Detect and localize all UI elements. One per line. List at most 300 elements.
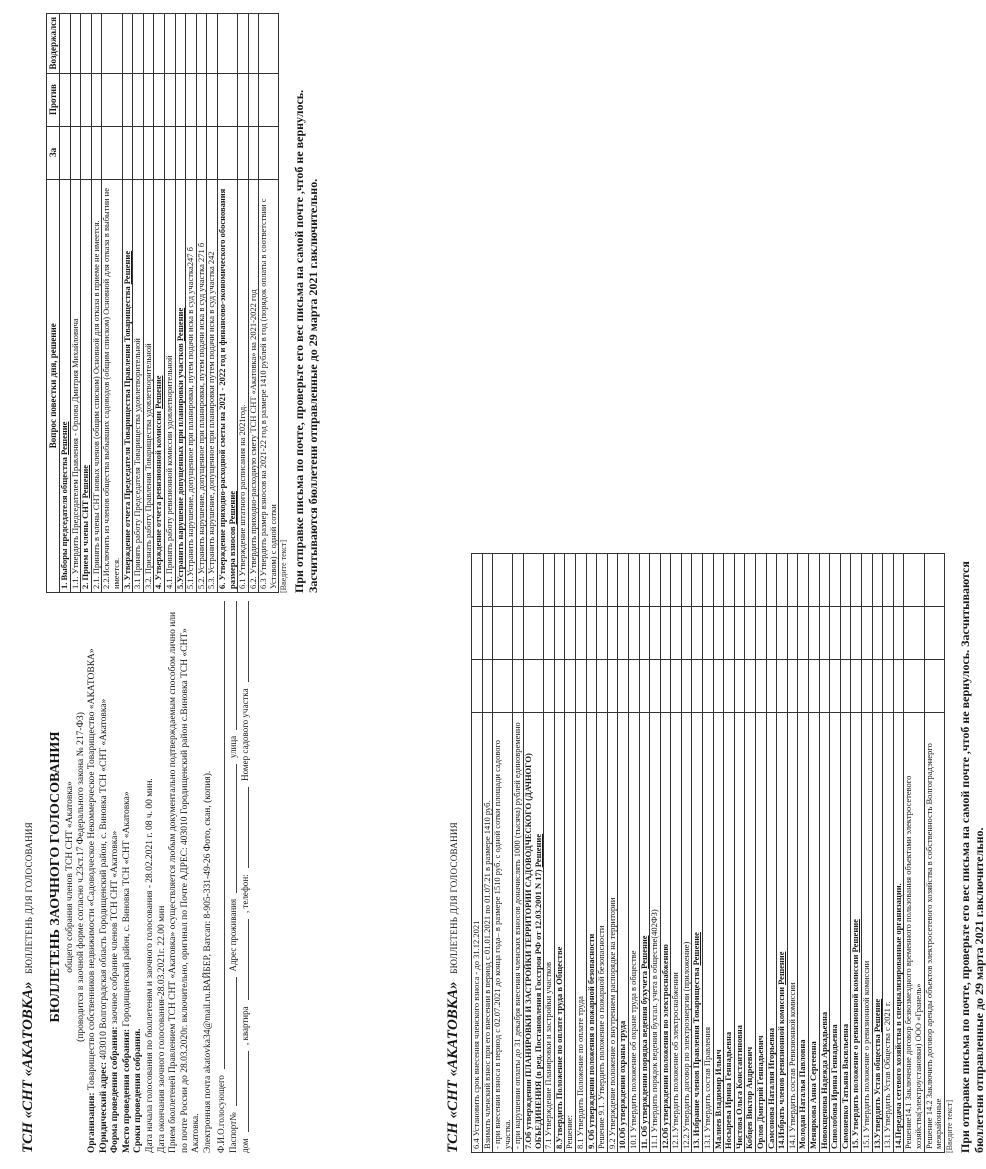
vote-cell-abstain[interactable] <box>523 554 543 607</box>
vote-cell-abstain[interactable] <box>692 554 703 607</box>
question-label: Решение: <box>564 1115 575 1149</box>
meta-line <box>133 601 145 1153</box>
question-row <box>472 554 483 1153</box>
vote-cell-against[interactable] <box>681 607 692 660</box>
vote-cell-against[interactable] <box>60 73 71 126</box>
meta-line <box>99 601 111 1153</box>
question-row <box>660 554 671 1153</box>
vote-cell-for[interactable] <box>924 660 944 713</box>
vote-cell-for[interactable] <box>639 660 650 713</box>
vote-cell-for[interactable] <box>872 660 883 713</box>
question-label: 11.1 Утвердить порядок ведения бухгал. учета в обществе(402ФЗ) <box>649 909 660 1149</box>
meta-line <box>203 601 215 1153</box>
vote-cell-against[interactable] <box>238 73 249 126</box>
col-against: Против <box>47 73 60 126</box>
question-label: 8.Утвердить Положение по оплате труда в Обществе <box>553 946 564 1149</box>
vote-cell-against[interactable] <box>122 73 133 126</box>
vote-cell-against[interactable] <box>883 607 894 660</box>
address-label: Адрес проживания <box>227 898 238 972</box>
vote-cell-abstain[interactable] <box>81 14 92 74</box>
question-text <box>671 713 682 1153</box>
meta-text: Прием бюллетеней Правлением ТСН СНТ «Акатовка» осуществляется любым документально подтверждаемым способом лично или по почте России до 28.03.2020г. включительно, оригинал по Почте АДРЕС: 403010 Городищенский район с.Виновка ТСН «СНТ» Акатовка. <box>168 611 202 1153</box>
vote-cell-against[interactable] <box>143 73 154 126</box>
vote-cell-for[interactable] <box>259 126 279 179</box>
vote-cell-against[interactable] <box>207 73 218 126</box>
question-text <box>238 179 249 592</box>
question-row <box>196 14 207 593</box>
question-label: 6.2. Утвердить приходно-расходную смету ТСН СНТ «Акатовка» на 2021-2022 год <box>247 289 258 589</box>
question-label: 2.1. Принять в члены СНТ новых членов (общим списком) Основной для отказа в приеме не имеется. <box>90 220 101 589</box>
vote-cell-abstain[interactable] <box>628 554 639 607</box>
vote-cell-for[interactable] <box>597 660 608 713</box>
vote-cell-against[interactable] <box>872 607 883 660</box>
question-text <box>830 713 841 1153</box>
vote-cell-against[interactable] <box>692 607 703 660</box>
vote-cell-abstain[interactable] <box>777 554 788 607</box>
vote-cell-abstain[interactable] <box>143 14 154 74</box>
vote-cell-against[interactable] <box>840 607 851 660</box>
vote-cell-for[interactable] <box>154 126 165 179</box>
vote-cell-abstain[interactable] <box>248 14 259 74</box>
decision-label: Решение <box>638 935 649 969</box>
meta-line <box>168 601 203 1153</box>
vote-cell-for[interactable] <box>904 660 924 713</box>
vote-cell-abstain[interactable] <box>513 554 524 607</box>
vote-cell-abstain[interactable] <box>60 14 71 74</box>
vote-cell-abstain[interactable] <box>607 554 618 607</box>
question-label: Носырева Ирина Геннадьевна <box>723 1031 734 1149</box>
vote-cell-against[interactable] <box>91 73 102 126</box>
vote-cell-against[interactable] <box>186 73 197 126</box>
vote-cell-against[interactable] <box>819 607 830 660</box>
question-row <box>70 14 81 593</box>
question-text <box>787 713 798 1153</box>
question-label: Спиолобова Ирина Геннадьевна <box>829 1024 840 1149</box>
vote-cell-against[interactable] <box>713 607 724 660</box>
question-row <box>102 14 122 593</box>
vote-cell-abstain[interactable] <box>745 554 756 607</box>
vote-cell-for[interactable] <box>544 660 555 713</box>
vote-cell-abstain[interactable] <box>154 14 165 74</box>
vote-cell-for[interactable] <box>798 660 809 713</box>
question-label: 12.2.Утвердить договор по электроэнергии (приложение) <box>680 941 691 1149</box>
question-row <box>259 14 279 593</box>
vote-cell-for[interactable] <box>70 126 81 179</box>
vote-cell-abstain[interactable] <box>766 554 777 607</box>
question-label: Кобцев Виктор Андреевич <box>744 1046 755 1149</box>
question-text <box>766 713 777 1153</box>
vote-cell-against[interactable] <box>70 73 81 126</box>
vote-cell-abstain[interactable] <box>883 554 894 607</box>
header-small: БЮЛЛЕТЕНЬ ДЛЯ ГОЛОСОВАНИЯ <box>24 822 34 974</box>
vote-cell-abstain[interactable] <box>565 554 576 607</box>
vote-cell-abstain[interactable] <box>586 554 597 607</box>
vote-cell-against[interactable] <box>586 607 597 660</box>
question-row <box>544 554 555 1153</box>
vote-cell-abstain[interactable] <box>809 554 820 607</box>
vote-cell-abstain[interactable] <box>207 14 218 74</box>
vote-cell-abstain[interactable] <box>734 554 745 607</box>
vote-cell-for[interactable] <box>745 660 756 713</box>
question-text <box>102 179 122 592</box>
vote-cell-abstain[interactable] <box>597 554 608 607</box>
vote-cell-against[interactable] <box>787 607 798 660</box>
question-row <box>713 554 724 1153</box>
question-row <box>819 554 830 1153</box>
question-row <box>493 554 513 1153</box>
question-row <box>60 14 71 593</box>
vote-cell-for[interactable] <box>575 660 586 713</box>
vote-cell-against[interactable] <box>565 607 576 660</box>
meta-label: Юридический адрес: <box>98 1062 109 1153</box>
vote-cell-against[interactable] <box>513 607 524 660</box>
vote-cell-abstain[interactable] <box>893 554 904 607</box>
vote-cell-abstain[interactable] <box>660 554 671 607</box>
question-label: 15. Утвердить положение о ревизионной комиссии <box>850 954 861 1149</box>
vote-cell-abstain[interactable] <box>482 554 493 607</box>
vote-cell-abstain[interactable] <box>618 554 629 607</box>
vote-cell-against[interactable] <box>628 607 639 660</box>
question-label: 14.Передача сетевого хозяйства в специализированные организации. <box>892 883 903 1149</box>
question-row <box>186 14 197 593</box>
vote-cell-for[interactable] <box>830 660 841 713</box>
vote-cell-against[interactable] <box>102 73 122 126</box>
vote-cell-for[interactable] <box>861 660 872 713</box>
vote-cell-against[interactable] <box>724 607 735 660</box>
vote-cell-for[interactable] <box>196 126 207 179</box>
vote-cell-against[interactable] <box>639 607 650 660</box>
vote-cell-against[interactable] <box>671 607 682 660</box>
question-text <box>756 713 767 1153</box>
question-label: Решение 9.1. Утвердить положение о пожарной безопасности <box>596 925 607 1149</box>
vote-cell-abstain[interactable] <box>713 554 724 607</box>
question-row <box>628 554 639 1153</box>
decision-label: Решение <box>121 250 132 285</box>
vote-cell-abstain[interactable] <box>575 554 586 607</box>
vote-cell-abstain[interactable] <box>851 554 862 607</box>
vote-cell-against[interactable] <box>809 607 820 660</box>
vote-cell-against[interactable] <box>893 607 904 660</box>
question-label: 13.Утвердить Устав общества <box>871 1034 882 1149</box>
vote-cell-for[interactable] <box>650 660 661 713</box>
question-label: 4.1. Принять работу ревизионной комиссии удовлетворительной <box>163 355 174 589</box>
vote-cell-abstain[interactable] <box>186 14 197 74</box>
decision-label: Решение <box>226 491 237 525</box>
question-row <box>607 554 618 1153</box>
vote-cell-abstain[interactable] <box>238 14 249 74</box>
vote-cell-against[interactable] <box>798 607 809 660</box>
vote-cell-for[interactable] <box>217 126 237 179</box>
question-text <box>819 713 830 1153</box>
vote-cell-for[interactable] <box>207 126 218 179</box>
question-text <box>217 179 237 592</box>
question-row <box>154 14 165 593</box>
meta-line <box>122 601 134 1153</box>
vote-cell-for[interactable] <box>586 660 597 713</box>
vote-cell-for[interactable] <box>122 126 133 179</box>
question-label: 10.Об утверждении охраны труда <box>617 1020 628 1149</box>
vote-cell-for[interactable] <box>60 126 71 179</box>
vote-cell-abstain[interactable] <box>787 554 798 607</box>
vote-cell-for[interactable] <box>766 660 777 713</box>
question-label: 13.1 Утвердить Устав Общества с 2021 г. <box>882 1001 893 1149</box>
decision-label: Решение <box>691 932 702 966</box>
vote-cell-abstain[interactable] <box>133 14 144 74</box>
question-text <box>259 179 279 592</box>
question-row <box>164 14 175 593</box>
question-label: 6.3 Утвердить размер взносов на 2021-22 год в размере 1410 рублей в год (порядок оплаты в соответствии с Уставом) с одной сотки <box>258 198 278 589</box>
vote-cell-against[interactable] <box>904 607 924 660</box>
vote-cell-for[interactable] <box>883 660 894 713</box>
ballot-subtitle: общего собрания членов ТСН СНТ «Акатовка» <box>65 781 75 973</box>
vote-cell-abstain[interactable] <box>196 14 207 74</box>
vote-cell-against[interactable] <box>734 607 745 660</box>
question-text <box>618 713 629 1153</box>
question-text <box>207 179 218 592</box>
question-row <box>692 554 703 1153</box>
vote-cell-for[interactable] <box>523 660 543 713</box>
vote-cell-abstain[interactable] <box>681 554 692 607</box>
question-row <box>586 554 597 1153</box>
vote-cell-against[interactable] <box>259 73 279 126</box>
vote-cell-against[interactable] <box>81 73 92 126</box>
question-label: Чистова Ольга Константиновна <box>733 1025 744 1149</box>
vote-cell-abstain[interactable] <box>91 14 102 74</box>
vote-cell-abstain[interactable] <box>924 554 944 607</box>
vote-cell-for[interactable] <box>81 126 92 179</box>
question-row <box>787 554 798 1153</box>
question-label: 7.Об утверждении ПЛАНИРОВКИ И ЗАСТРОЙКИ ТЕРРИТОРИИ САДОВОДЧЕСКОГО (ДАЧНОГО) ОБЪЕДИНЕНИЯ (в ред. Постановления Госстроя РФ от 12.03.2001 N 17) <box>522 753 543 1149</box>
vote-cell-for[interactable] <box>809 660 820 713</box>
vote-cell-abstain[interactable] <box>819 554 830 607</box>
question-row <box>482 554 493 1153</box>
vote-cell-against[interactable] <box>544 607 555 660</box>
vote-cell-against[interactable] <box>523 607 543 660</box>
vote-cell-against[interactable] <box>196 73 207 126</box>
question-row <box>703 554 714 1153</box>
vote-cell-against[interactable] <box>175 73 186 126</box>
question-label: Самсонова Наталия Игорьевна <box>765 1028 776 1149</box>
vote-cell-abstain[interactable] <box>703 554 714 607</box>
vote-cell-for[interactable] <box>164 126 175 179</box>
question-text <box>81 179 92 592</box>
question-label: Взимать членский взнос при его внесении в период с 01.01.2021 по 01.07.21 в размере 1410 руб. <box>481 800 492 1149</box>
vote-cell-for[interactable] <box>671 660 682 713</box>
vote-cell-against[interactable] <box>217 73 237 126</box>
vote-cell-against[interactable] <box>164 73 175 126</box>
vote-cell-for[interactable] <box>660 660 671 713</box>
vote-cell-for[interactable] <box>91 126 102 179</box>
vote-cell-abstain[interactable] <box>671 554 682 607</box>
question-text <box>660 713 671 1153</box>
question-label: Новокщенова Надежда Аркадьевна <box>818 1011 829 1149</box>
vote-cell-abstain[interactable] <box>102 14 122 74</box>
question-text <box>565 713 576 1153</box>
question-text <box>472 713 483 1153</box>
vote-cell-abstain[interactable] <box>493 554 513 607</box>
vote-cell-abstain[interactable] <box>724 554 735 607</box>
vote-cell-for[interactable] <box>713 660 724 713</box>
question-row <box>122 14 133 593</box>
vote-cell-for[interactable] <box>248 126 259 179</box>
vote-cell-for[interactable] <box>493 660 513 713</box>
house-line <box>239 601 251 1153</box>
vote-cell-for[interactable] <box>482 660 493 713</box>
vote-cell-against[interactable] <box>830 607 841 660</box>
question-row <box>207 14 218 593</box>
question-text <box>724 713 735 1153</box>
vote-cell-for[interactable] <box>607 660 618 713</box>
placeholder-note: [Введите текст] <box>279 539 289 593</box>
question-text <box>544 713 555 1153</box>
vote-cell-against[interactable] <box>861 607 872 660</box>
vote-cell-against[interactable] <box>575 607 586 660</box>
question-text <box>872 713 883 1153</box>
vote-cell-abstain[interactable] <box>544 554 555 607</box>
vote-cell-abstain[interactable] <box>830 554 841 607</box>
question-text <box>893 713 904 1153</box>
street-label: улица <box>227 735 238 759</box>
vote-cell-for[interactable] <box>628 660 639 713</box>
question-text <box>143 179 154 592</box>
vote-cell-against[interactable] <box>703 607 714 660</box>
vote-cell-abstain[interactable] <box>164 14 175 74</box>
question-text <box>133 179 144 592</box>
question-row <box>133 14 144 593</box>
question-label: 7.1 Утверждение Планировки и застройки участков <box>543 962 554 1149</box>
vote-cell-for[interactable] <box>618 660 629 713</box>
vote-cell-against[interactable] <box>766 607 777 660</box>
vote-cell-abstain[interactable] <box>122 14 133 74</box>
vote-cell-against[interactable] <box>777 607 788 660</box>
vote-cell-for[interactable] <box>724 660 735 713</box>
question-text <box>607 713 618 1153</box>
vote-cell-for[interactable] <box>186 126 197 179</box>
question-row <box>745 554 756 1153</box>
vote-cell-abstain[interactable] <box>798 554 809 607</box>
meta-line <box>145 601 157 1153</box>
vote-cell-abstain[interactable] <box>472 554 483 607</box>
question-row <box>81 14 92 593</box>
question-text <box>692 713 703 1153</box>
question-text <box>164 179 175 592</box>
vote-cell-abstain[interactable] <box>756 554 767 607</box>
vote-cell-for[interactable] <box>554 660 565 713</box>
question-row <box>734 554 745 1153</box>
vote-cell-abstain[interactable] <box>840 554 851 607</box>
vote-cell-abstain[interactable] <box>175 14 186 74</box>
question-label: 14.1 Утвердить состав Ревизионной комиссии <box>786 982 797 1149</box>
vote-cell-against[interactable] <box>650 607 661 660</box>
question-text <box>575 713 586 1153</box>
vote-cell-against[interactable] <box>924 607 944 660</box>
vote-cell-against[interactable] <box>607 607 618 660</box>
vote-cell-against[interactable] <box>493 607 513 660</box>
col-abstain: Воздержался <box>47 14 60 74</box>
vote-cell-for[interactable] <box>238 126 249 179</box>
question-row <box>91 14 102 593</box>
question-row <box>861 554 872 1153</box>
vote-cell-for[interactable] <box>143 126 154 179</box>
decision-label: Решение <box>174 307 185 342</box>
question-row <box>650 554 661 1153</box>
header-small: БЮЛЛЕТЕНЬ ДЛЯ ГОЛОСОВАНИЯ <box>449 822 459 974</box>
vote-cell-for[interactable] <box>756 660 767 713</box>
vote-cell-against[interactable] <box>482 607 493 660</box>
vote-cell-for[interactable] <box>565 660 576 713</box>
question-label: 3.1 Принять работу Председателя Товарищества удовлетворительной <box>132 338 143 589</box>
vote-cell-against[interactable] <box>154 73 165 126</box>
vote-cell-for[interactable] <box>734 660 745 713</box>
vote-cell-abstain[interactable] <box>259 14 279 74</box>
vote-cell-abstain[interactable] <box>861 554 872 607</box>
question-row <box>724 554 735 1153</box>
vote-cell-against[interactable] <box>554 607 565 660</box>
vote-cell-abstain[interactable] <box>872 554 883 607</box>
question-text <box>513 713 524 1153</box>
vote-cell-abstain[interactable] <box>904 554 924 607</box>
question-text <box>175 179 186 592</box>
flat-label: , квартира <box>239 1006 250 1045</box>
vote-cell-against[interactable] <box>248 73 259 126</box>
vote-cell-for[interactable] <box>893 660 904 713</box>
vote-cell-against[interactable] <box>133 73 144 126</box>
vote-cell-for[interactable] <box>472 660 483 713</box>
vote-cell-abstain[interactable] <box>554 554 565 607</box>
question-text <box>713 713 724 1153</box>
vote-cell-for[interactable] <box>819 660 830 713</box>
vote-cell-against[interactable] <box>660 607 671 660</box>
fio-line <box>215 601 227 1153</box>
question-text <box>482 713 493 1153</box>
vote-cell-for[interactable] <box>102 126 122 179</box>
question-label: Малиев Владимир Ильич <box>712 1049 723 1149</box>
header-org: ТСН «СНТ «АКАТОВКА» <box>445 981 461 1153</box>
vote-cell-against[interactable] <box>745 607 756 660</box>
vote-cell-against[interactable] <box>618 607 629 660</box>
vote-cell-for[interactable] <box>513 660 524 713</box>
vote-cell-against[interactable] <box>597 607 608 660</box>
question-row <box>756 554 767 1153</box>
vote-cell-abstain[interactable] <box>650 554 661 607</box>
vote-cell-for[interactable] <box>133 126 144 179</box>
vote-cell-abstain[interactable] <box>639 554 650 607</box>
meta-line <box>110 601 122 1153</box>
vote-cell-against[interactable] <box>851 607 862 660</box>
header-org: ТСН «СНТ «АКАТОВКА» <box>20 981 36 1153</box>
vote-cell-for[interactable] <box>681 660 692 713</box>
vote-cell-against[interactable] <box>472 607 483 660</box>
question-text <box>597 713 608 1153</box>
vote-cell-against[interactable] <box>756 607 767 660</box>
question-label: 5.1.Устранить нарушение, допущенное при планировки, путем подачи иска в суд участка247 б <box>185 247 196 589</box>
vote-cell-for[interactable] <box>175 126 186 179</box>
question-label: 10.1 Утвердить положение об охране труда в обществе <box>627 950 638 1149</box>
question-label: Симоненко Татьяна Васильевна <box>839 1023 850 1149</box>
vote-cell-for[interactable] <box>851 660 862 713</box>
meta-label: Сроки проведения собрания. <box>133 1028 144 1153</box>
vote-cell-abstain[interactable] <box>217 14 237 74</box>
vote-cell-for[interactable] <box>787 660 798 713</box>
question-row <box>840 554 851 1153</box>
vote-cell-for[interactable] <box>703 660 714 713</box>
question-row <box>851 554 862 1153</box>
vote-cell-for[interactable] <box>692 660 703 713</box>
vote-cell-abstain[interactable] <box>70 14 81 74</box>
vote-cell-for[interactable] <box>840 660 851 713</box>
vote-cell-for[interactable] <box>777 660 788 713</box>
ballot-page-right <box>425 0 986 1169</box>
